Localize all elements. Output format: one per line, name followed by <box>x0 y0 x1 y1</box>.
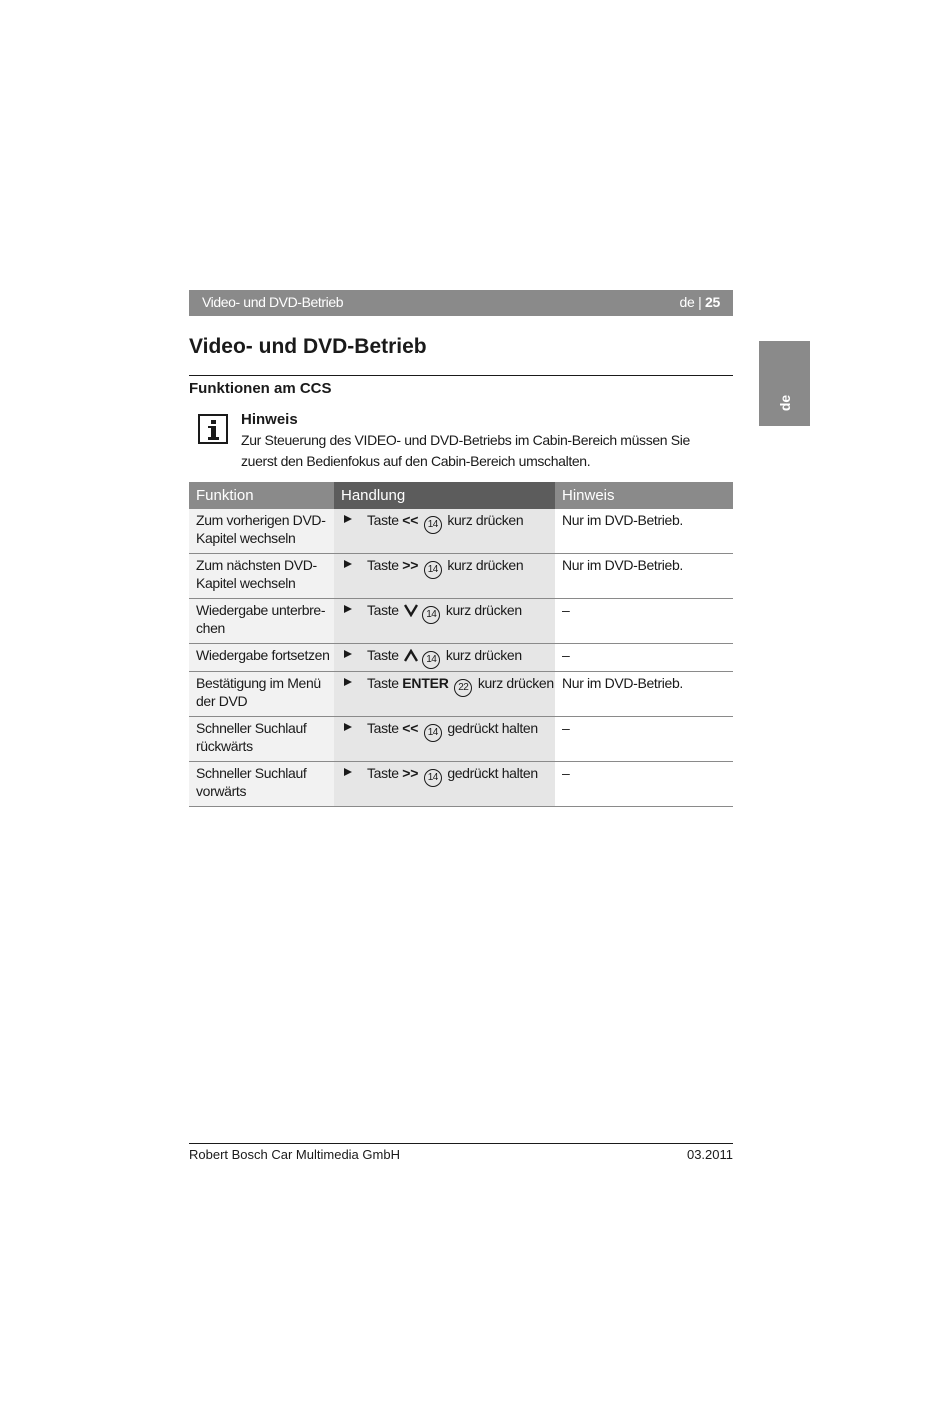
language-tab <box>759 341 810 426</box>
action-post: gedrückt halten <box>447 765 538 781</box>
cell-hint <box>555 762 733 806</box>
cell-action <box>334 762 555 806</box>
function-text: Schneller Suchlauf rückwärts <box>196 720 307 754</box>
action-post: kurz drücken <box>445 647 522 663</box>
language-tab-label: de <box>776 394 793 412</box>
step-arrow-icon <box>344 515 352 523</box>
table-row <box>189 644 733 672</box>
action-post: kurz drücken <box>477 675 554 691</box>
hint-text: – <box>562 602 570 618</box>
key-number-badge: 14 <box>424 561 442 579</box>
action-pre: Taste <box>367 675 399 691</box>
section-title: Funktionen am CCS <box>189 380 332 397</box>
key-number-badge: 14 <box>422 651 440 669</box>
title-divider <box>189 375 733 376</box>
key-label: ENTER <box>402 675 449 691</box>
cell-function <box>189 554 334 598</box>
cell-function <box>189 762 334 806</box>
hint-text: – <box>562 765 570 781</box>
function-text: Zum vorherigen DVD-Kapitel wechseln <box>196 512 326 546</box>
chevron-down-icon <box>404 604 418 617</box>
cell-function <box>189 672 334 716</box>
hint-text: – <box>562 647 570 663</box>
footer-divider <box>189 1143 733 1144</box>
cell-action <box>334 554 555 598</box>
step-arrow-icon <box>344 678 352 686</box>
cell-function <box>189 644 334 671</box>
key-number-badge: 22 <box>454 679 472 697</box>
cell-hint <box>555 599 733 643</box>
cell-action <box>334 717 555 761</box>
footer-company: Robert Bosch Car Multimedia GmbH <box>189 1147 400 1162</box>
table-body <box>189 509 733 807</box>
cell-hint <box>555 644 733 671</box>
step-arrow-icon <box>344 650 352 658</box>
table-header <box>189 482 733 509</box>
cell-action <box>334 509 555 553</box>
running-header-page <box>680 294 721 310</box>
cell-hint <box>555 554 733 598</box>
hint-text: – <box>562 720 570 736</box>
action-post: gedrückt halten <box>447 720 538 736</box>
action-pre: Taste <box>367 602 399 618</box>
table-row <box>189 554 733 599</box>
table-row <box>189 717 733 762</box>
table-row <box>189 762 733 807</box>
key-label: >> <box>402 765 419 781</box>
action-post: kurz drücken <box>445 602 522 618</box>
function-table <box>189 482 733 807</box>
step-arrow-icon <box>344 560 352 568</box>
step-arrow-icon <box>344 723 352 731</box>
action-text <box>367 601 552 624</box>
step-arrow-icon <box>344 768 352 776</box>
step-arrow-icon <box>344 605 352 613</box>
action-post: kurz drücken <box>447 512 524 528</box>
cell-hint <box>555 717 733 761</box>
key-label: >> <box>402 557 419 573</box>
running-header-lang: de <box>679 294 695 310</box>
running-header-section: Video- und DVD-Betrieb <box>202 294 344 310</box>
action-pre: Taste <box>367 765 399 781</box>
running-header <box>189 290 733 316</box>
function-text: Zum nächsten DVD-Kapitel wechseln <box>196 557 317 591</box>
action-text <box>367 556 552 579</box>
hint-text: Nur im DVD-Betrieb. <box>562 512 683 528</box>
action-text <box>367 646 552 669</box>
info-icon <box>198 414 228 444</box>
action-text <box>367 674 552 697</box>
cell-hint <box>555 509 733 553</box>
table-row <box>189 672 733 717</box>
table-row <box>189 509 733 554</box>
action-pre: Taste <box>367 557 399 573</box>
header-action: Handlung <box>334 482 555 509</box>
action-pre: Taste <box>367 647 399 663</box>
key-number-badge: 14 <box>422 606 440 624</box>
key-number-badge: 14 <box>424 516 442 534</box>
note-title: Hinweis <box>241 411 298 428</box>
function-text: Schneller Suchlauf vorwärts <box>196 765 307 799</box>
key-label: << <box>402 720 419 736</box>
action-text <box>367 719 552 742</box>
page-title: Video- und DVD-Betrieb <box>189 335 427 358</box>
function-text: Wiedergabe fortsetzen <box>196 647 330 663</box>
cell-action <box>334 599 555 643</box>
chevron-up-icon <box>404 649 418 662</box>
key-number-badge: 14 <box>424 724 442 742</box>
action-pre: Taste <box>367 720 399 736</box>
header-hint: Hinweis <box>555 482 733 509</box>
function-text: Bestätigung im Menü der DVD <box>196 675 321 709</box>
action-text <box>367 764 552 787</box>
function-text: Wiedergabe unterbre-chen <box>196 602 326 636</box>
page-number: 25 <box>705 294 720 310</box>
note-text: Zur Steuerung des VIDEO- und DVD-Betriebs im Cabin-Bereich müssen Sie zuerst den Bedienfokus auf den Cabin-Bereich umschalten. <box>241 432 690 469</box>
cell-action <box>334 672 555 716</box>
hint-text: Nur im DVD-Betrieb. <box>562 675 683 691</box>
cell-function <box>189 599 334 643</box>
cell-function <box>189 509 334 553</box>
footer-date: 03.2011 <box>686 1147 733 1162</box>
hint-text: Nur im DVD-Betrieb. <box>562 557 683 573</box>
cell-function <box>189 717 334 761</box>
key-number-badge: 14 <box>424 769 442 787</box>
running-header-separator: | <box>698 294 702 310</box>
action-post: kurz drücken <box>447 557 524 573</box>
action-text <box>367 511 552 534</box>
cell-action <box>334 644 555 671</box>
cell-hint <box>555 672 733 716</box>
action-pre: Taste <box>367 512 399 528</box>
key-label: << <box>402 512 419 528</box>
table-row <box>189 599 733 644</box>
header-function: Funktion <box>189 482 334 509</box>
